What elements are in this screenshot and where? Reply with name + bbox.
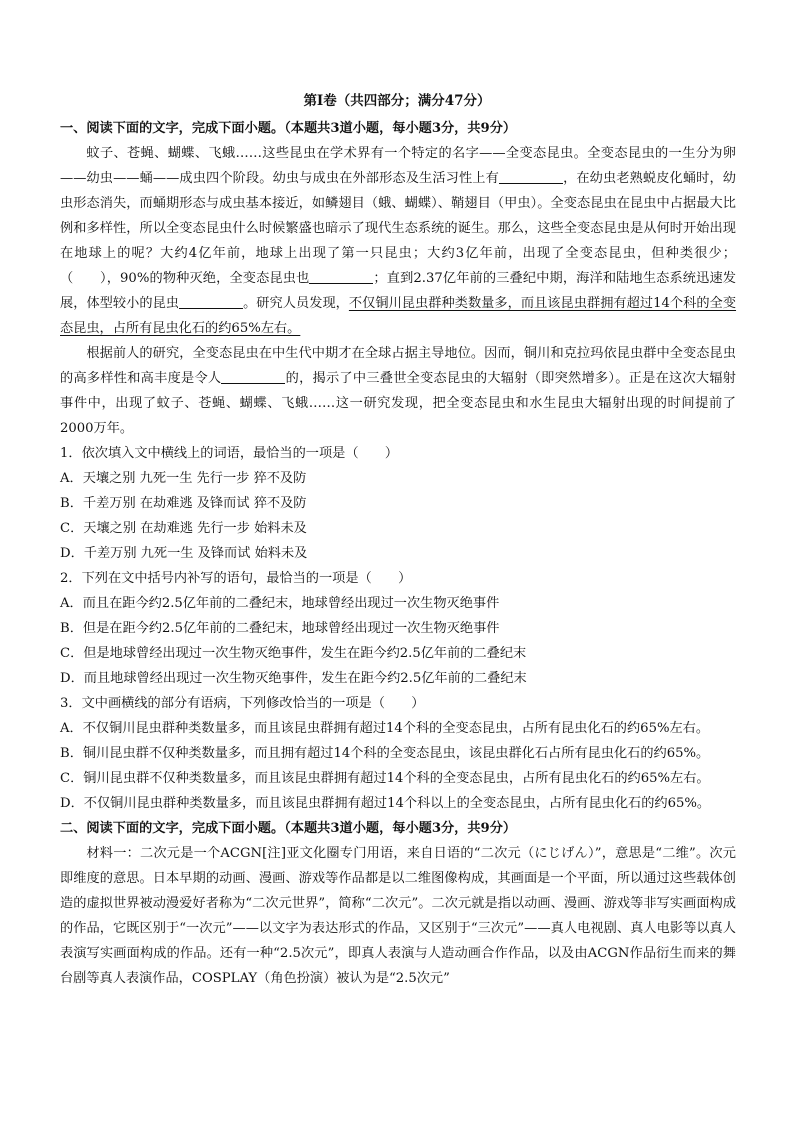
- answer-blank-2: [309, 269, 373, 284]
- passage-text: 根据前人的研究，全变态昆虫在中生代中期才在全球占据主导地位。因而，铜川和克拉玛依昆虫群中全变态昆虫的高多样性和高丰度是令人: [60, 346, 736, 386]
- passage-1-paragraph-1: [60, 141, 736, 341]
- passage-text: ，在幼虫老熟蜕皮化蛹时，幼虫形态消失，而蛹期形态与成虫基本接近，如鳞翅目（蛾、蝴蝶）、鞘翅目（甲虫）。全变态昆虫在昆虫中占据最大比例和多样性，所以全变态昆虫什么时候繁盛也暗示了现代生态系统的诞生。那么，这些全变态昆虫是从何时开始出现在地球上的呢？大约4亿年前，地球上出现了第一只昆虫；大约3亿年前，出现了全变态昆虫，但种类很少；（ ），90%的物种灭绝，全变态昆虫也: [60, 171, 736, 286]
- passage-text: 蚊子、苍蝇、蝴蝶、飞蛾……这些昆虫在学术界有一个特定的名字——全变态昆虫。全变态昆虫的一生分为卵——幼虫——蛹——成虫四个阶段。幼虫与成虫在外部形态及生活习性上有: [60, 146, 736, 186]
- passage-2-material-1: 材料一：二次元是一个ACGN[注]亚文化圈专门用语，来自日语的“二次元（にじげん）”，意思是“二维”。次元即维度的意思。日本早期的动画、漫画、游戏等作品都是以二维图像构成，其画面是一个平面，所以通过这些载体创造的虚拟世界被动漫爱好者称为“二次元世界”，简称“二次元”。二次元就是指以动画、漫画、游戏等非写实画面构成的作品，它既区别于“一次元”——以文字为表达形式的作品，又区别于“三次元”——真人电视剧、真人电影等以真人表演写实画面构成的作品。还有一种“2.5次元”，即真人表演与人造动画合作作品，以及由ACGN作品衍生而来的舞台剧等真人表演作品，COSPLAY（角色扮演）被认为是“2.5次元”: [60, 846, 736, 986]
- question-1-option-d: D．千差万别 九死一生 及锋而试 始料未及: [60, 546, 308, 561]
- question-2: 2．下列在文中括号内补写的语句，最恰当的一项是（ ）: [60, 571, 412, 586]
- paper-title: 第Ⅰ卷（共四部分；满分47分）: [303, 93, 491, 109]
- question-1: 1．依次填入文中横线上的词语，最恰当的一项是（ ）: [60, 446, 399, 461]
- passage-text: 的，揭示了中三叠世全变态昆虫的大辐射（即突然增多）。正是在这次大辐射事件中，出现了蚊子、苍蝇、蝴蝶、飞蛾……这一研究发现，把全变态昆虫和水生昆虫大辐射出现的时间提前了2000万年。: [60, 371, 736, 436]
- question-3: 3．文中画横线的部分有语病，下列修改恰当的一项是（ ）: [60, 696, 425, 711]
- question-1-option-a: A．天壤之别 九死一生 先行一步 猝不及防: [60, 471, 307, 486]
- underlined-sentence: 不仅铜川昆虫群种类数量多，而且该昆虫群拥有超过14个科的全变态昆虫，占所有昆虫化石的约65%左右。: [60, 296, 737, 336]
- question-1-option-c: C．天壤之别 在劫难逃 先行一步 始料未及: [60, 521, 307, 536]
- section-2-heading: 二、阅读下面的文字，完成下面小题。（本题共3道小题，每小题3分，共9分）: [60, 821, 517, 836]
- passage-text: 。研究人员发现，: [243, 296, 349, 311]
- question-3-option-c: C．铜川昆虫群不仅种类数量多，而且该昆虫群拥有超过14个科的全变态昆虫，占所有昆虫化石的约65%左右。: [60, 771, 710, 786]
- question-3-option-b: B．铜川昆虫群不仅种类数量多，而且拥有超过14个科的全变态昆虫，该昆虫群化石占所有昆虫化石的约65%。: [60, 746, 710, 761]
- question-2-option-b: B．但是在距今约2.5亿年前的二叠纪末，地球曾经出现过一次生物灭绝事件: [60, 621, 500, 636]
- question-3-option-d: D．不仅铜川昆虫群种类数量多，而且该昆虫群拥有超过14个科以上的全变态昆虫，占所有昆虫化石的约65%。: [60, 796, 711, 811]
- answer-blank-4: [221, 369, 285, 384]
- section-1-heading: 一、阅读下面的文字，完成下面小题。（本题共3道小题，每小题3分，共9分）: [60, 121, 517, 136]
- question-2-option-a: A．而且在距今约2.5亿年前的二叠纪末，地球曾经出现过一次生物灭绝事件: [60, 596, 500, 611]
- question-3-option-a: A．不仅铜川昆虫群种类数量多，而且该昆虫群拥有超过14个科的全变态昆虫，占所有昆虫化石的约65%左右。: [60, 721, 710, 736]
- answer-blank-3: [179, 294, 243, 309]
- page-content: [60, 116, 736, 991]
- passage-1-paragraph-2: [60, 341, 736, 441]
- answer-blank-1: [499, 169, 563, 184]
- question-1-option-b: B．千差万别 在劫难逃 及锋而试 猝不及防: [60, 496, 307, 511]
- question-2-option-d: D．而且地球曾经出现过一次生物灭绝事件，发生在距今约2.5亿年前的二叠纪末: [60, 671, 527, 686]
- passage-text: ；直到2.37亿年前的三叠纪中期，海洋和陆地生态系统迅速发展，体型较小的昆虫: [60, 271, 736, 311]
- question-2-option-c: C．但是地球曾经出现过一次生物灭绝事件，发生在距今约2.5亿年前的二叠纪末: [60, 646, 527, 661]
